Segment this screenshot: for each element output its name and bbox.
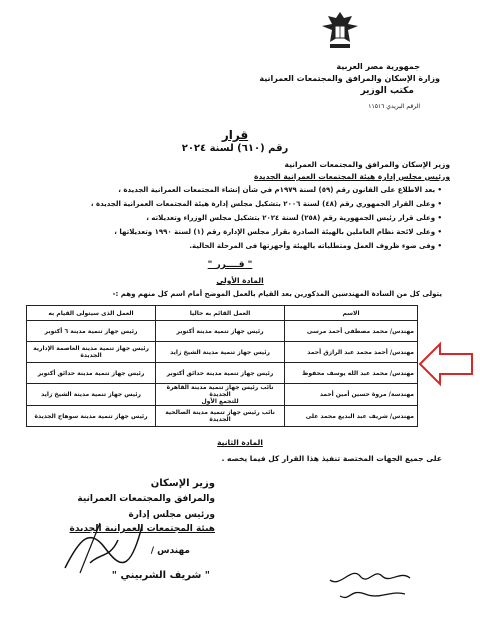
signature-title-2: والمرافق والمجتمعات العمرانية bbox=[77, 494, 215, 504]
table-cell: مهندس/ شريف عبد البديع محمد على bbox=[285, 406, 418, 427]
table-cell: مهندس/ محمد عبد الله يوسف محفوظ bbox=[285, 363, 418, 384]
table-cell: رئيس جهاز تنمية مدينة سوهاج الجديدة bbox=[27, 406, 156, 427]
table-cell: رئيس جهاز تنمية مدينة أكتوبر bbox=[156, 321, 285, 342]
table-row bbox=[27, 321, 418, 342]
table-cell: نائب رئيس جهاز تنمية مدينة القاهرة الجديدة للتجمع الأول bbox=[156, 384, 285, 406]
signature-engineer: مهندس / bbox=[150, 546, 190, 556]
header-ministry: وزارة الإسكان والمرافق والمجتمعات العمرانية bbox=[259, 74, 440, 83]
table-cell: مهندس/ محمد مصطفى أحمد مرسى bbox=[285, 321, 418, 342]
issuer-line-1: وزير الإسكان والمرافق والمجتمعات العمرانية bbox=[284, 160, 450, 169]
preamble-bullet: • وعلى القرار الجمهوري رقم (٤٨) لسنة ٢٠٠٦ بتشكيل مجلس إدارة هيئة المجتمعات العمرانية الجديدة ، bbox=[90, 200, 442, 208]
table-row bbox=[27, 342, 418, 363]
eagle-emblem-icon bbox=[318, 8, 362, 52]
article-2-title: المادة الثانية bbox=[217, 438, 263, 447]
decree-number: رقم (٦١٠) لسنة ٢٠٢٤ bbox=[181, 143, 289, 154]
table-cell: رئيس جهاز تنمية مدينة الشيخ زايد bbox=[156, 342, 285, 363]
preamble-bullet: • بعد الاطلاع على القانون رقم (٥٩) لسنة ١٩٧٩م في شأن إنشاء المجتمعات العمرانية الجديدة ، bbox=[118, 186, 442, 194]
article-2-text: على جميع الجهات المختصة تنفيذ هذا القرار كل فيما يخصه . bbox=[221, 454, 442, 463]
decree-title: قرار bbox=[221, 128, 249, 142]
minister-signature-icon bbox=[60, 518, 150, 578]
issuer-line-2: ورئيس مجلس إدارة هيئة المجتمعات العمرانية الجديدة bbox=[254, 172, 450, 181]
header-country: جمهورية مصر العربية bbox=[336, 62, 420, 71]
table-cell: رئيس جهاز تنمية مدينة حدائق أكتوبر bbox=[156, 363, 285, 384]
decides-heading: " قــــرر " bbox=[207, 260, 253, 270]
signature-title-1: وزير الإسكان bbox=[150, 478, 215, 489]
table-cell: نائب رئيس جهاز تنمية مدينة الصالحية الجديدة bbox=[156, 406, 285, 427]
header-office: مكتب الوزير bbox=[360, 86, 414, 96]
signature-title-4: هيئة المجتمعات العمرانية الجديدة bbox=[69, 524, 215, 534]
postal-code: الرقم البريدي ١١٥١٦ bbox=[368, 103, 420, 110]
table-cell: رئيس جهاز تنمية مدينة الشيخ زايد bbox=[27, 384, 156, 406]
article-1-title: المادة الأولى bbox=[216, 276, 264, 285]
signature-title-3: ورئيس مجلس إدارة bbox=[128, 510, 215, 520]
assignments-table bbox=[26, 305, 418, 427]
column-header-current: العمل القائم به حاليا bbox=[156, 306, 285, 321]
preamble-bullet: • وعلى لائحة نظام العاملين بالهيئة الصادرة بقرار مجلس الإدارة رقم (١) لسنة ١٩٩٠ وتعديلاتها ، bbox=[114, 228, 442, 236]
article-1-intro: يتولى كل من السادة المهندسين المذكورين بعد القيام بالعمل الموضح أمام اسم كل منهم وهم :- bbox=[112, 290, 442, 298]
column-header-new: العمل الذى سيتولى القيام به bbox=[27, 306, 156, 321]
table-row bbox=[27, 384, 418, 406]
table-cell: مهندس/ أحمد محمد عبد الرازق أحمد bbox=[285, 342, 418, 363]
column-header-name: الاسم bbox=[285, 306, 418, 321]
preamble-bullet: • وعلى قرار رئيس الجمهورية رقم (٢٥٨) لسنة ٢٠٢٤ بتشكيل مجلس الوزراء وتعديلاته ، bbox=[146, 214, 442, 222]
approval-signature-icon bbox=[310, 566, 420, 606]
table-row bbox=[27, 363, 418, 384]
preamble-bullet: • وفى ضوء ظروف العمل ومتطلباته بالهيئة وأجهزتها فى المرحلة الحالية. bbox=[189, 242, 442, 250]
table-row bbox=[27, 406, 418, 427]
table-cell: رئيس جهاز تنمية مدينة حدائق أكتوبر bbox=[27, 363, 156, 384]
table-cell: رئيس جهاز تنمية مدينة العاصمة الإدارية الجديدة bbox=[27, 342, 156, 363]
left-arrow-annotation-icon bbox=[418, 340, 476, 388]
table-cell: مهندسة/ مروة حسين أمين أحمد bbox=[285, 384, 418, 406]
table-header-row bbox=[27, 306, 418, 321]
table-cell: رئيس جهاز تنمية مدينة ٦ أكتوبر bbox=[27, 321, 156, 342]
signatory-name: " شريف الشربيني " bbox=[111, 570, 210, 581]
